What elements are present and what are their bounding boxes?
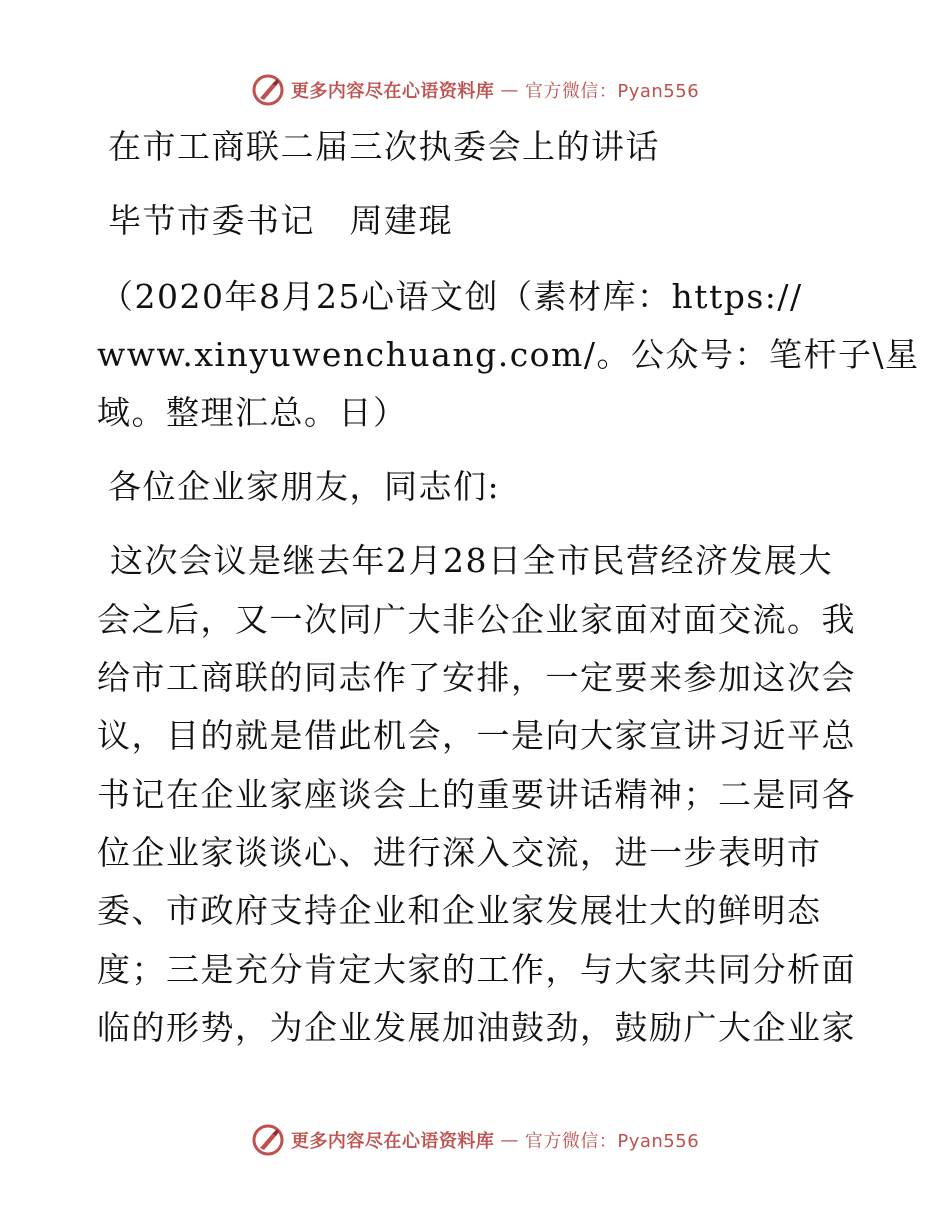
watermark-wechat: 官方微信：Pyan556 <box>524 1131 700 1152</box>
body-line: 委、市政府支持企业和企业家发展壮大的鲜明态 <box>97 891 822 930</box>
body-line: 议，目的就是借此机会，一是向大家宣讲习近平总 <box>97 716 856 755</box>
body-line: 这次会议是继去年2月28日全市民营经济发展大 <box>110 541 833 580</box>
watermark-text: 更多内容尽在心语资料库 <box>290 1131 495 1152</box>
body-line: 会之后，又一次同广大非公企业家面对面交流。我 <box>97 600 856 639</box>
header-watermark <box>0 70 950 110</box>
document-title: 在市工商联二届三次执委会上的讲话 <box>108 127 660 166</box>
watermark-text: 更多内容尽在心语资料库 <box>290 81 495 102</box>
watermark-dash: — <box>500 79 519 101</box>
pen-circle-icon <box>251 1123 285 1157</box>
body-line: 度；三是充分肯定大家的工作，与大家共同分析面 <box>97 950 856 989</box>
body-line: 位企业家谈谈心、进行深入交流，进一步表明市 <box>97 833 822 872</box>
document-author: 毕节市委书记 周建琨 <box>108 201 453 240</box>
note-line: （2020年8月25心语文创（素材库：https:// <box>100 277 803 316</box>
body-line: 给市工商联的同志作了安排，一定要来参加这次会 <box>97 658 856 697</box>
watermark-wechat: 官方微信：Pyan556 <box>524 81 700 102</box>
note-line: 域。整理汇总。日） <box>97 393 408 432</box>
body-line: 临的形势，为企业发展加油鼓劲，鼓励广大企业家 <box>97 1008 856 1047</box>
pen-circle-icon <box>251 73 285 107</box>
body-line: 书记在企业家座谈会上的重要讲话精神；二是同各 <box>97 775 856 814</box>
note-line: www.xinyuwenchuang.com/。公众号：笔杆子\星 <box>97 335 920 374</box>
watermark-dash: — <box>500 1129 519 1151</box>
salutation: 各位企业家朋友，同志们: <box>108 467 501 506</box>
footer-watermark <box>0 1120 950 1160</box>
